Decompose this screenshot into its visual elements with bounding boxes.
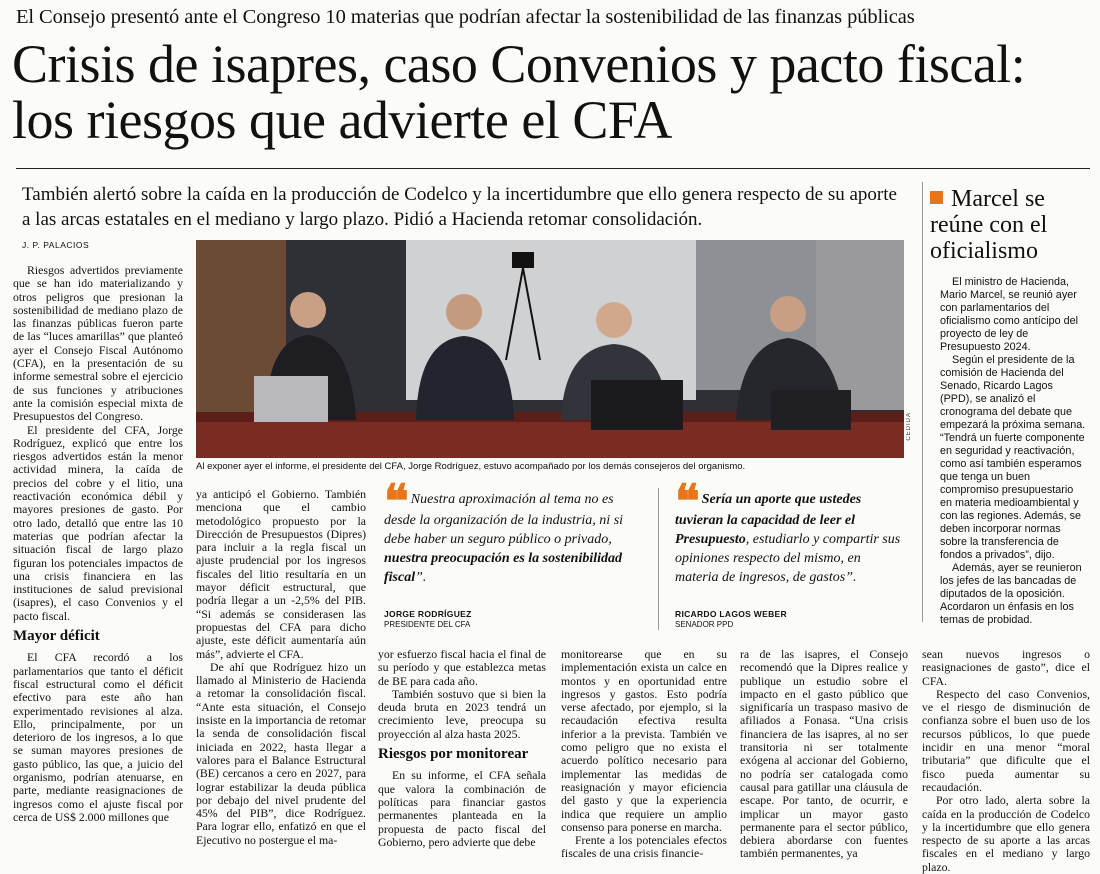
byline: J. P. PALACIOS — [22, 240, 90, 250]
photo-credit: CEDIDA — [906, 412, 912, 441]
sidebar-title: Marcel se reúne con el oficialismo — [930, 186, 1048, 264]
pull-quote-1: ❝ Nuestra aproximación al tema no es desde la organización de la industria, ni si debe haber un seguro público o privado, nuestra preocupación es la sostenibilidad fiscal”. — [384, 474, 624, 585]
deck: También alertó sobre la caída en la producción de Codelco y la incertidumbre que ello genera respecto de su aporte a las arcas estatales en el mediano y largo plazo. Pidió a Hacienda retomar consolidación. — [22, 184, 897, 230]
sidebar-body — [940, 276, 1086, 627]
press-photo — [196, 240, 904, 458]
subheading: Riesgos por monitorear — [378, 746, 529, 763]
paragraph: También sostuvo que si bien la deuda bruta en 2023 tendrá un crecimiento leve, preocupa su proyección al alza hasta 2025. — [378, 686, 546, 741]
paragraph: Además, ayer se reunieron los jefes de las bancadas de diputados de la oposición. Acordaron un énfasis en los temas de probidad. — [940, 562, 1082, 626]
paragraph: yor esfuerzo fiscal hacia el final de su período y que establezca metas de BE para cada año. — [378, 647, 546, 688]
paragraph: Respecto del caso Convenios, ve el riesgo de disminución de confianza sobre el buen uso de los recursos públicos, lo que puede incidir en una menor “moral tributaria” que dificulte que el fisco pueda aumentar su recaudación. — [922, 686, 1090, 794]
quote-author-role: SENADOR PPD — [675, 620, 734, 629]
article-column-4 — [561, 648, 727, 861]
headline-rule — [16, 168, 1090, 169]
subheading: Mayor déficit — [13, 628, 100, 645]
paragraph: Según el presidente de la comisión de Hacienda del Senado, Ricardo Lagos (PPD), se analizó el cronograma del debate que empezará la próxima semana. “Tendrá un fuerte componente en seguridad y reactivación, como así también esperamos que tenga un buen compromiso presupuestario en materia medioambiental y con las regiones. Además, se deben incorporar normas sobre la transferencia de fondos a privados”, dijo. — [940, 354, 1086, 561]
paragraph: El ministro de Hacienda, Mario Marcel, se reunió ayer con parlamentarios del oficialismo como antícipo del proyecto de ley de Presupuesto 2024. — [940, 276, 1079, 353]
kicker: El Consejo presentó ante el Congreso 10 materias que podrían afectar la sostenibilidad de las finanzas públicas — [16, 6, 915, 28]
article-column-6 — [922, 648, 1090, 874]
paragraph: En su informe, el CFA señala que valora la combinación de políticas para financiar gastos permanentes planteada en la propuesta de pacto fiscal del Gobierno, pero advierte que debe — [378, 768, 546, 849]
photo-illustration — [196, 240, 904, 458]
paragraph: Por otro lado, alerta sobre la caída en la producción de Codelco y la incertidumbre que ello genera respecto de su aporte a las arcas fiscales en el mediano y largo plazo. — [922, 793, 1090, 874]
paragraph: sean nuevos ingresos o reasignaciones de gasto”, dice el CFA. — [922, 647, 1090, 688]
quote-mark-icon: ❝ — [675, 474, 700, 528]
article-column-5 — [740, 648, 908, 861]
article-column-2 — [196, 488, 366, 847]
article-column-1 — [13, 264, 183, 824]
quote-mark-icon: ❝ — [384, 474, 409, 528]
paragraph: De ahí que Rodríguez hizo un llamado al Ministerio de Hacienda a retomar la consolidación fiscal. “Ante esta situación, el Consejo insiste en la importancia de retomar la senda de consolidación fiscal iniciada en 2022, hasta llegar a valores para el Balance Estructural (BE) cercanos a cero en 2027, para lograr estabilizar la deuda pública por debajo del nivel prudente del 45% del PIB”, dice Rodríguez. Para lograr ello, enfatizó en que el Ejecutivo no postergue el ma- — [196, 659, 366, 847]
quote-author-name: RICARDO LAGOS WEBER — [675, 609, 787, 619]
paragraph: El CFA recordó a los parlamentarios que tanto el déficit fiscal estructural como el déficit efectivo para este año han experimentado revisiones al alza. Ello, principalmente, por un deterioro de los ingresos, a lo que se suman mayores presiones de gasto público, las que, a juicio del organismo, podrían atenuarse, en parte, mediante reasignaciones de ingresos como el ajuste fiscal por cerca de US$ 2.000 millones que — [13, 650, 183, 824]
paragraph: El presidente del CFA, Jorge Rodríguez, explicó que entre los riesgos advertidos están la menor actividad minera, la caída de precios del cobre y el litio, una reactivación económica débil y mayores presiones de gasto. Por otro lado, detalló que entre las 10 materias que podrían afectar la situación fiscal de largo plazo figuran los potenciales impactos de una crisis financiera en las instituciones de salud previsional (isapres), el caso Convenios y el pacto fiscal. — [13, 422, 183, 623]
paragraph: Riesgos advertidos previamente que se han ido materializando y otros peligros que presionan la sostenibilidad de mediano plazo de las finanzas públicas fueron parte de las “luces amarillas” que planteó ayer el Consejo Fiscal Autónomo (CFA), en la presentación de su informe semestral sobre el ejercicio de sus funciones y atribuciones ante la comisión especial mixta de Presupuestos del Congreso. — [13, 263, 183, 424]
pull-quote-2: ❝ Sería un aporte que ustedes tuvieran la capacidad de leer el Presupuesto, estudiarlo y compartir sus opiniones respecto del mismo, en materia de ingresos, de gastos”. — [675, 474, 901, 585]
paragraph: monitorearse que en su implementación exista un calce en montos y en oportunidad entre ingresos y gastos. Esto podría verse afectado, por ejemplo, si la recaudación efectiva resulta inferior a la prevista. También ve como peligro que no exista el acuerdo político necesario para implementar las medidas de reasignación y mayor eficiencia del gasto y que la experiencia indica que requiere un amplio consenso para ponerse en marcha. — [561, 647, 727, 834]
quote-author-name: JORGE RODRÍGUEZ — [384, 609, 472, 619]
quote-divider — [658, 488, 659, 630]
square-bullet-icon — [930, 191, 943, 204]
quote-author-role: PRESIDENTE DEL CFA — [384, 620, 471, 629]
sidebar-divider — [922, 182, 923, 622]
paragraph: Frente a los potenciales efectos fiscales de una crisis financie- — [561, 833, 727, 861]
article-column-3 — [378, 648, 546, 849]
paragraph: ra de las isapres, el Consejo recomendó que la Dipres realice y publique un estudio sobre el impacto en el gasto público que significaría un traspaso masivo de afiliados a Fonasa. “Una crisis financiera de las isapres, al no ser transitoria ni ser totalmente exógena al accionar del Gobierno, no podría ser catalogada como causal para gatillar una cláusula de escape. Por tanto, de ocurrir, e implicar un mayor gasto permanente para el sector público, debiera abordarse con fuentes también permanentes, ya — [740, 647, 908, 861]
paragraph: ya anticipó el Gobierno. También menciona que el cambio metodológico propuesto por la Dirección de Presupuestos (Dipres) para incluir a la regla fiscal un ajuste prudencial por los ingresos fiscales del litio resultaría en un mayor déficit estructural, que podría llegar a un -2,5% del PIB. “Si además se considerasen las propuestas del CFA para dicho ajuste, este déficit aumentaría aún más”, advierte el CFA. — [196, 487, 366, 661]
photo-caption: Al exponer ayer el informe, el presidente del CFA, Jorge Rodríguez, estuvo acompañado por los demás consejeros del organismo. — [196, 461, 746, 472]
headline: Crisis de isapres, caso Convenios y pacto fiscal: los riesgos que advierte el CFA — [12, 34, 1026, 150]
